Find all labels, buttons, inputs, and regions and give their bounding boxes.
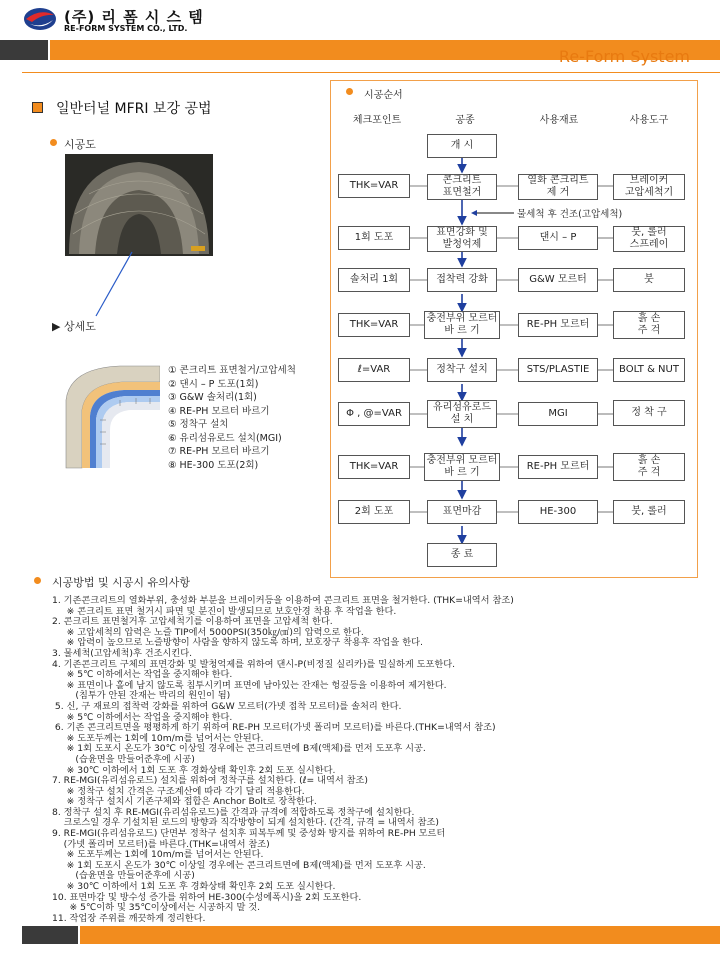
flow-process: 정착구 설치 <box>427 358 497 382</box>
note-line: 5. 신, 구 재료의 접착력 강화를 위하여 G&W 모르터(가넷 접착 모르터)를 솔처리 한다. <box>52 700 402 712</box>
flow-end: 종 료 <box>427 543 497 567</box>
flow-checkpoint: 1회 도포 <box>338 226 410 250</box>
flow-tool: 흙 손 주 걱 <box>613 311 685 339</box>
legend-item: ① 콘크리트 표면철거/고압세척 <box>168 365 296 376</box>
note-line: 9. RE-MGI(유리섬유로드) 단면부 정착구 설치후 피복두께 및 중성화 방지를 위하여 RE-PH 모르터 <box>52 828 446 840</box>
flow-process: 표면강화 및 발청억제 <box>427 226 497 252</box>
flow-material: RE-PH 모르터 <box>518 455 598 479</box>
footer-bar-orange <box>80 926 720 944</box>
note-line: ※ 5℃ 이하에서는 작업을 중지해야 한다. <box>52 669 233 681</box>
header-bar-dark <box>0 40 48 60</box>
legend-item: ② 댄시 – P 도포(1회) <box>168 378 259 390</box>
flow-checkpoint: 2회 도포 <box>338 500 410 524</box>
note-line: ※ 30℃ 이하에서 1회 도포 후 경화상태 확인후 2회 도포 실시한다. <box>52 881 336 893</box>
note-line: ※ 고압세척의 압력은 노즐 TIP에서 5000PSI(350㎏/㎠)의 압력으로 한다. <box>52 626 364 638</box>
flow-checkpoint: THK=VAR <box>338 313 410 337</box>
note-line: ※ 표면이나 홀에 남지 않도록 침투시키며 표면에 남아있는 잔재는 헝겊등을 이용하여 제거한다. <box>52 679 447 691</box>
note-line: (침투가 안된 잔재는 박리의 원인이 됨) <box>52 690 231 702</box>
flow-material: STS/PLASTIE <box>518 358 598 382</box>
flow-checkpoint: THK=VAR <box>338 455 410 479</box>
legend-item: ③ G&W 솔처리(1회) <box>168 392 257 403</box>
legend-item: ⑧ HE-300 도포(2회) <box>168 459 259 471</box>
note-line: ※ 30℃ 이하에서 1회 도포 후 경화상태 확인후 2회 도포 실시한다. <box>52 764 336 776</box>
legend-item: ④ RE-PH 모르터 바르기 <box>168 405 270 417</box>
note-line: 11. 작업장 주위를 깨끗하게 정리한다. <box>52 912 206 924</box>
note-line: (습윤면을 만들어준후에 시공) <box>52 753 195 765</box>
note-line: 10. 표면마감 및 방수성 증가를 위하여 HE-300(수성에폭시)을 2회 도포한다. <box>52 891 362 903</box>
flow-tool: BOLT & NUT <box>613 358 685 382</box>
flow-material: RE-PH 모르터 <box>518 313 598 337</box>
column-header-tool: 사용도구 <box>629 115 669 126</box>
flow-material: 댄시 – P <box>518 226 598 250</box>
note-line: 크로스일 경우 기설치된 로드의 방향과 직각방향이 되게 설치한다. (간격, 규격 = 내역서 참조) <box>52 817 439 829</box>
legend-item: ⑥ 유리섬유로드 설치(MGI) <box>168 432 282 444</box>
flow-process: 유리섬유로드 설 치 <box>427 400 497 428</box>
note-line: ※ 1회 도포시 온도가 30℃ 이상일 경우에는 콘크리트면에 B제(액체)를 먼저 도포후 시공. <box>52 743 426 755</box>
flow-tool: 브레이커 고압세척기 <box>613 174 685 200</box>
flow-checkpoint: 솔처리 1회 <box>338 268 410 292</box>
wash-note: 물세척 후 건조(고압세척) <box>517 209 623 220</box>
note-line: 1. 기존콘크리트의 열화부위, 충성화 부분을 브레이커등을 이용하여 콘크리트 표면을 철거한다. (THK=내역서 참조) <box>52 595 514 606</box>
note-line: ※ 정착구 설치 간격은 구조계산에 따라 각기 달리 적용한다. <box>52 785 305 797</box>
footer-bar-dark <box>22 926 78 944</box>
note-line: ※ 5℃ 이하에서는 작업을 중지해야 한다. <box>52 711 233 723</box>
bullet-dot-icon <box>346 88 353 95</box>
company-name-korean: (주) 리 폼 시 스 템 <box>64 8 204 26</box>
note-line: ※ 압력이 높으므로 노즐방향이 사람을 향하지 않도록 하며, 보호장구 착용후 작업을 한다. <box>52 637 423 649</box>
note-line: 8. 정착구 설치 후 RE-MGI(유리섬유로드)를 간격과 규격에 적합하도록 정착구에 설치한다. <box>52 806 415 818</box>
flow-start: 개 시 <box>427 134 497 158</box>
note-line: (습윤면을 만들어준후에 시공) <box>52 870 195 882</box>
note-line: ※ 1회 도포시 온도가 30℃ 이상일 경우에는 콘크리트면에 B제(액체)를 먼저 도포후 시공. <box>52 859 426 871</box>
note-line: ※ 정착구 설치시 기존구체와 접합은 Anchor Bolt로 장착한다. <box>52 796 317 808</box>
column-header-material: 사용재료 <box>539 115 579 126</box>
flow-material: G&W 모르터 <box>518 268 598 292</box>
legend-item: ⑦ RE-PH 모르터 바르기 <box>168 446 270 457</box>
brand-title: Re-Form System <box>558 47 690 66</box>
notes-heading: 시공방법 및 시공시 유의사항 <box>52 576 191 589</box>
detail-drawing-label: ▶ 상세도 <box>52 320 96 333</box>
note-line: 6. 기존 콘크리트면을 평평하게 하기 위하여 RE-PH 모르터(가넷 폴리머 모르터)를 바른다.(THK=내역서 참조) <box>52 722 496 734</box>
flow-process: 충전부위 모르터 바 르 기 <box>424 453 500 481</box>
flow-process: 접착력 강화 <box>427 268 497 292</box>
note-line: 3. 물세척(고압세척)후 건조시킨다. <box>52 647 193 659</box>
detail-drawing <box>60 360 160 470</box>
note-line: 7. RE-MGI(유리섬유로드) 설치를 위하여 정착구를 설치한다. (ℓ= 내역서 참조) <box>52 775 369 787</box>
flow-tool: 붓 <box>613 268 685 292</box>
header-divider <box>22 72 720 73</box>
construction-notes <box>52 596 702 924</box>
flow-process: 콘크리트 표면철거 <box>427 174 497 200</box>
flow-tool: 정 착 구 <box>613 400 685 426</box>
flow-tool: 붓, 롤러 <box>613 500 685 524</box>
legend-item: ⑤ 정착구 설치 <box>168 419 229 430</box>
flow-checkpoint: Φ , @=VAR <box>338 402 410 426</box>
pointer-line <box>90 250 140 320</box>
note-line: (가넷 폴리머 모르터)를 바른다.(THK=내역서 참조) <box>52 838 270 850</box>
note-line: 4. 기존콘크리트 구체의 표면강화 및 발청억제를 위하여 댄시-P(비정질 실리카)를 밀실하게 도포한다. <box>52 658 456 670</box>
column-header-checkpoint: 체크포인트 <box>352 115 402 126</box>
page-title: 일반터널 MFRI 보강 공법 <box>56 101 212 117</box>
title-square-icon <box>32 102 43 113</box>
bullet-dot-icon <box>34 577 41 584</box>
flow-process: 표면마감 <box>427 500 497 524</box>
column-header-process: 공종 <box>455 115 475 126</box>
note-line: ※ 콘크리트 표면 철거시 파면 및 분진이 발생되므로 보호안경 착용 후 작업을 한다. <box>52 605 397 617</box>
company-logo <box>22 6 58 32</box>
note-line: ※ 도포두께는 1회에 10m/m를 넘어서는 안된다. <box>52 849 264 861</box>
note-line: ※ 5℃이하 및 35℃이상에서는 시공하지 말 것. <box>52 902 261 914</box>
note-line: ※ 도포두께는 1회에 10m/m를 넘어서는 안된다. <box>52 732 264 744</box>
flow-tool: 흙 손 주 걱 <box>613 453 685 481</box>
tunnel-photo <box>65 154 213 256</box>
legend-list <box>168 364 296 472</box>
flowchart-heading: 시공순서 <box>364 90 403 101</box>
flow-material: 열화 콘크리트 제 거 <box>518 174 598 200</box>
flow-checkpoint: ℓ=VAR <box>338 358 410 382</box>
company-name-english: RE-FORM SYSTEM CO., LTD. <box>64 24 188 33</box>
flow-material: MGI <box>518 402 598 426</box>
flow-process: 충전부위 모르터 바 르 기 <box>424 311 500 339</box>
construction-photo-label: 시공도 <box>64 138 96 151</box>
flow-tool: 붓, 롤러 스프레이 <box>613 226 685 252</box>
flow-checkpoint: THK=VAR <box>338 174 410 198</box>
note-line: 2. 콘크리트 표면철거후 고압세척기를 이용하여 표면을 고압세척 한다. <box>52 616 333 628</box>
bullet-dot-icon <box>50 139 57 146</box>
flow-material: HE-300 <box>518 500 598 524</box>
